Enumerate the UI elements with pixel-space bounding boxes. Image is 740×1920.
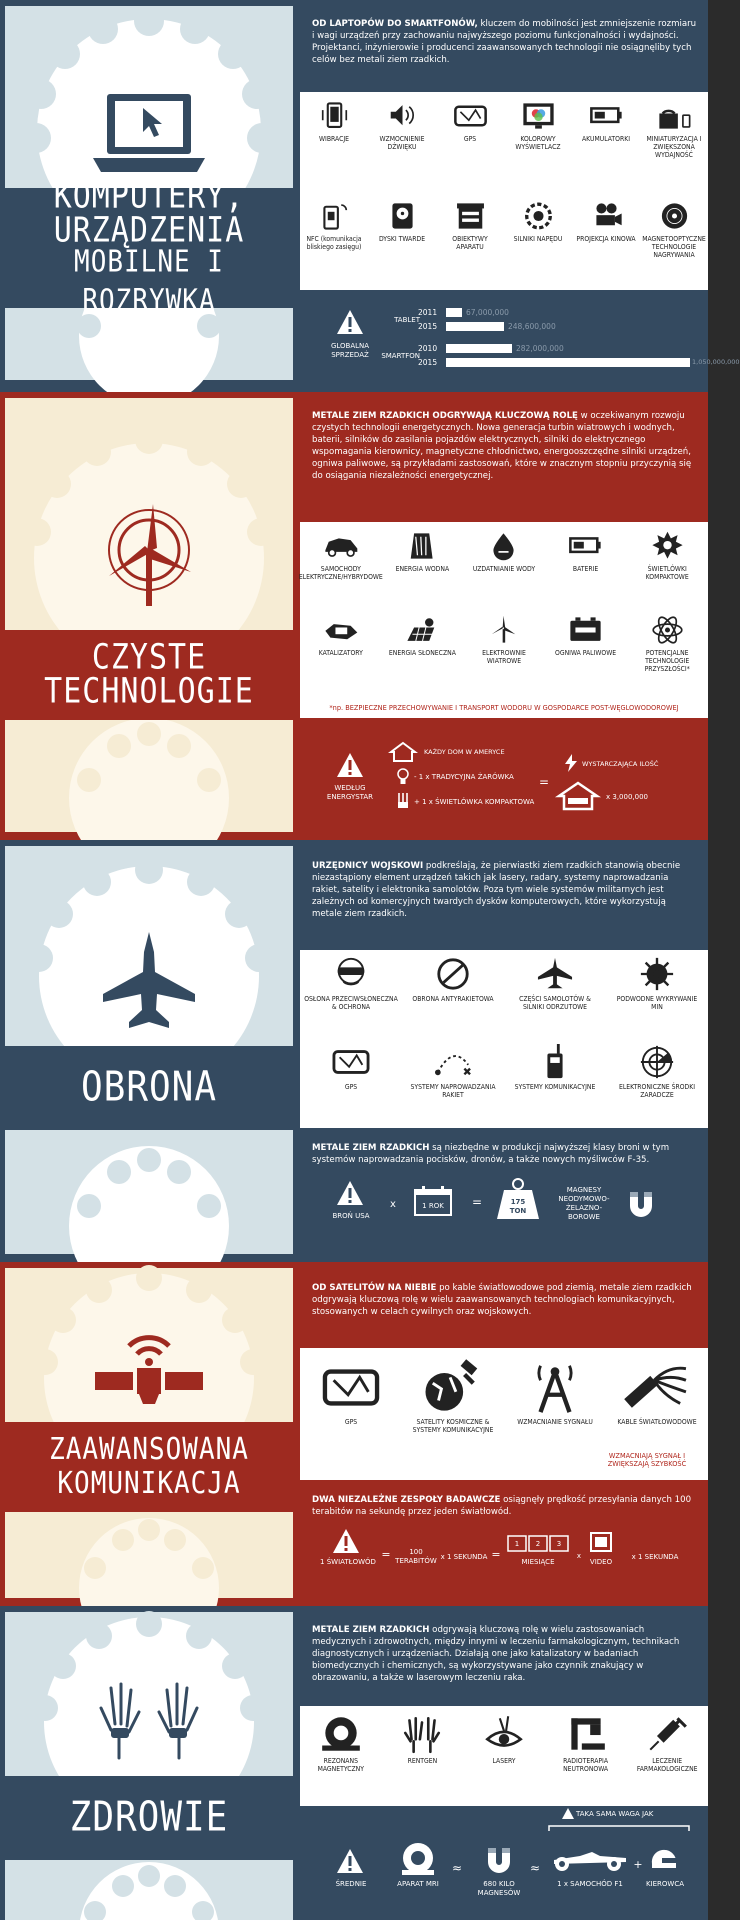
missile-defense-icon bbox=[432, 956, 474, 992]
icon-label: ELEKTROWNIE WIATROWE bbox=[482, 649, 526, 665]
health-intro: METALE ZIEM RZADKICH odgrywają kluczową rolę w wielu zastosowaniach medycznych i zdrowotnych, między innymi w leczeniu farmakologicznym, technikach diagnostycznych i urządzeniach. Działają one jako katalizatory w badaniach biomedycznych i chemicznych, są wykorzystywane jako czynnik znakujący w obrazowaniu, a także w laserowym leczeniu raka. bbox=[312, 1625, 680, 1683]
computers-icon-grid bbox=[300, 92, 708, 290]
icon-tile bbox=[463, 530, 545, 573]
times-one-second: x 1 SEKUNDA bbox=[631, 1553, 679, 1561]
equals-sign: = bbox=[491, 1548, 501, 1561]
icon-label: GPS bbox=[463, 135, 477, 143]
same-weight-label: TAKA SAMA WAGA JAK bbox=[576, 1810, 654, 1818]
page-title: KOMPUTERY, bbox=[53, 176, 245, 217]
defense-title-bar bbox=[5, 1046, 293, 1130]
icon-tile bbox=[626, 1714, 708, 1773]
icon-label: WIBRACJE bbox=[318, 135, 349, 143]
icon-tile bbox=[382, 614, 464, 657]
icon-tile bbox=[436, 100, 504, 143]
section-clean-tech bbox=[0, 392, 708, 840]
approx-sign: ≈ bbox=[529, 1861, 541, 1875]
health-content bbox=[300, 1612, 708, 1920]
times-sign: x bbox=[390, 1199, 396, 1210]
computers-title-bar bbox=[5, 176, 293, 319]
signal-tower-icon bbox=[523, 1360, 587, 1415]
section-health bbox=[0, 1606, 708, 1920]
energystar-label: WEDŁUG ENERGYSTAR bbox=[326, 784, 374, 801]
nfc-icon bbox=[316, 200, 353, 232]
every-house-label: KAŻDY DOM W AMERYCE bbox=[424, 748, 505, 756]
communication-icon-grid bbox=[300, 1348, 708, 1480]
video-icon bbox=[590, 1532, 612, 1552]
icon-label: MAGNETOOPTYCZNE TECHNOLOGIE NAGRYWANIA bbox=[642, 235, 706, 259]
mri-label: APARAT MRI bbox=[397, 1880, 439, 1888]
page-title: ZAAWANSOWANA bbox=[49, 1432, 249, 1468]
icon-label: ENERGIA SŁONECZNA bbox=[388, 649, 456, 657]
icon-tile bbox=[463, 614, 545, 665]
health-icon-grid bbox=[300, 1706, 708, 1806]
mri-icon bbox=[318, 1714, 364, 1754]
icon-label: RADIOTERAPIA NEUTRONOWA bbox=[563, 1757, 609, 1773]
icon-tile bbox=[300, 956, 402, 1011]
house-icon bbox=[390, 742, 416, 762]
calendar-icon bbox=[414, 1186, 452, 1216]
laser-eye-icon bbox=[481, 1714, 527, 1754]
speaker-icon bbox=[384, 100, 421, 132]
sales-year-label: 2015 bbox=[418, 358, 438, 367]
icon-label: WZMACNIANIE SYGNAŁU bbox=[517, 1418, 593, 1426]
icon-label: ŚWIETLÓWKI KOMPAKTOWE bbox=[645, 565, 689, 581]
icon-label: SYSTEMY KOMUNIKACYJNE bbox=[514, 1083, 596, 1091]
cfl-icon bbox=[649, 530, 686, 562]
month-number: 1 bbox=[514, 1540, 520, 1548]
icon-label: KATALIZATORY bbox=[318, 649, 363, 657]
helmet-icon bbox=[650, 1848, 678, 1872]
icon-tile bbox=[300, 614, 382, 657]
warning-icon bbox=[336, 1180, 364, 1206]
sales-year-label: 2015 bbox=[418, 322, 438, 331]
equals-sign: = bbox=[538, 775, 550, 789]
icon-tile bbox=[300, 200, 368, 251]
battery-icon bbox=[567, 530, 604, 562]
bulb-icon bbox=[396, 768, 410, 786]
times-sign: x bbox=[576, 1552, 582, 1560]
miniaturization-icon bbox=[656, 100, 693, 132]
hydro-energy-icon bbox=[404, 530, 441, 562]
magnets-label: MAGNESY NEODYMOWO-ŻELAZNO-BOROWE bbox=[558, 1186, 610, 1221]
projector-icon bbox=[588, 200, 625, 232]
icon-tile bbox=[300, 1360, 402, 1426]
gps-icon bbox=[319, 1360, 383, 1415]
icon-label: ELEKTRONICZNE ŚRODKI ZARADCZE bbox=[618, 1083, 696, 1099]
clean-tech-title-bar bbox=[5, 630, 293, 720]
communication-intro-2: DWA NIEZALEŻNE ZESPOŁY BADAWCZE osiągnęły prędkość przesyłania danych 100 terabitów na sekundę przez jeden światłowód. bbox=[312, 1495, 692, 1517]
sales-bar bbox=[446, 322, 504, 331]
computers-intro: OD LAPTOPÓW DO SMARTFONÓW, kluczem do mobilności jest zmniejszenie rozmiaru i wagi urządzeń przy zachowaniu najwyższego poziomu funkcjonalności i wydajności. Projektanci, inżynierowie i producenci zaawansowanych technologii nie osiągnęliby tych celów bez metali ziem rzadkich. bbox=[312, 19, 697, 65]
icon-tile bbox=[640, 100, 708, 159]
icon-label: WZMOCNIENIE DŹWIĘKU bbox=[379, 135, 425, 151]
month-number: 2 bbox=[535, 1540, 541, 1548]
icon-tile bbox=[572, 100, 640, 143]
tons-label: 175 TON bbox=[509, 1198, 527, 1215]
icon-label: SATELITY KOSMICZNE & SYSTEMY KOMUNIKACYJNE bbox=[412, 1418, 494, 1434]
communication-content bbox=[300, 1268, 708, 1606]
lightning-icon bbox=[564, 754, 578, 772]
satellite-signal-icon bbox=[95, 1324, 203, 1408]
fiber-cable-icon bbox=[625, 1360, 689, 1415]
mri-icon bbox=[400, 1842, 436, 1876]
cfl-text: + 1 x ŚWIETLÓWKA KOMPAKTOWA bbox=[414, 798, 535, 806]
health-panel bbox=[5, 1612, 293, 1920]
fighter-jet-icon bbox=[101, 932, 197, 1030]
us-weapons-label: BROŃ USA bbox=[332, 1212, 370, 1220]
wind-turbine-icon bbox=[101, 502, 197, 606]
cfl-icon bbox=[396, 792, 410, 810]
page-title: URZĄDZENIA bbox=[53, 210, 245, 251]
f1-car-icon bbox=[550, 1848, 628, 1872]
clean-tech-content bbox=[300, 398, 708, 840]
icon-label: CZĘŚCI SAMOLOTÓW & SILNIKI ODRZUTOWE bbox=[519, 995, 591, 1011]
icon-label: SILNIKI NAPĘDU bbox=[513, 235, 563, 243]
magnet-icon bbox=[628, 1192, 654, 1220]
section-computers bbox=[0, 0, 740, 392]
icon-label: AKUMULATORKI bbox=[581, 135, 631, 143]
camera-lens-icon bbox=[452, 200, 489, 232]
xray-hand-icon bbox=[399, 1714, 445, 1754]
icon-label: OSŁONA PRZECIWSŁONECZNA & OCHRONA bbox=[304, 995, 398, 1011]
month-number: 3 bbox=[556, 1540, 562, 1548]
electric-car-icon bbox=[322, 530, 359, 562]
warning-icon bbox=[336, 309, 364, 335]
icon-tile bbox=[606, 956, 708, 1011]
icon-tile bbox=[545, 614, 627, 657]
icon-label: SAMOCHODY ELEKTRYCZNE/HYBRYDOWE bbox=[298, 565, 383, 581]
sales-value-label: 248,600,000 bbox=[508, 322, 556, 331]
communication-panel bbox=[5, 1268, 293, 1598]
sales-bar bbox=[446, 358, 690, 367]
icon-tile bbox=[504, 1360, 606, 1426]
page-title: ZDROWIE bbox=[69, 1793, 229, 1841]
hard-disk-icon bbox=[384, 200, 421, 232]
wind-turbine-icon bbox=[485, 614, 522, 646]
defense-intro-2: METALE ZIEM RZADKICH są niezbędne w produkcji najwyższej klasy broni w tym systemów naprowadzania pocisków, dronów, a także nowych myśliwców F-35. bbox=[312, 1143, 670, 1165]
magneto-optic-icon bbox=[656, 200, 693, 232]
fuel-cell-icon bbox=[567, 614, 604, 646]
color-display-icon bbox=[520, 100, 557, 132]
icon-label: RENTGEN bbox=[407, 1757, 438, 1765]
battery-icon bbox=[588, 100, 625, 132]
icon-label: KOLOROWY WYŚWIETLACZ bbox=[515, 135, 561, 151]
icon-tile bbox=[606, 1044, 708, 1099]
icon-tile bbox=[402, 1360, 504, 1434]
plus-sign: + bbox=[633, 1858, 643, 1871]
communication-intro: OD SATELITÓW NA NIEBIE po kable światłowodowe pod ziemią, metale ziem rzadkich odgrywają kluczową rolę w wielu zaawansowanych technologiach komunikacyjnych, stosowanych w celach cywilnych oraz wojskowych. bbox=[312, 1283, 692, 1317]
icon-tile bbox=[402, 956, 504, 1003]
page-title: MOBILNE I ROZRYWKA bbox=[74, 245, 224, 319]
icon-tile bbox=[402, 1044, 504, 1099]
icon-label: LASERY bbox=[492, 1757, 516, 1765]
vibration-icon bbox=[316, 100, 353, 132]
icon-label: GPS bbox=[344, 1418, 358, 1426]
icon-label: PODWODNE WYKRYWANIE MIN bbox=[616, 995, 698, 1011]
defense-panel bbox=[5, 846, 293, 1254]
laptop-icon bbox=[93, 86, 205, 178]
section-communication bbox=[0, 1262, 708, 1606]
motor-icon bbox=[520, 200, 557, 232]
bracket-icon bbox=[548, 1820, 690, 1832]
page-title: KOMUNIKACJA bbox=[57, 1466, 241, 1502]
icon-label: REZONANS MAGNETYCZNY bbox=[317, 1757, 364, 1773]
icon-tile bbox=[504, 200, 572, 243]
communication-title-bar bbox=[5, 1422, 293, 1512]
icon-label: OGNIWA PALIWOWE bbox=[555, 649, 617, 657]
icon-tile bbox=[504, 100, 572, 151]
equals-sign: = bbox=[471, 1195, 483, 1209]
traditional-bulb-text: - 1 x TRADYCYJNA ŻARÓWKA bbox=[414, 773, 514, 781]
global-sales-label: GLOBALNA SPRZEDAŻ bbox=[330, 342, 370, 359]
satellite-icon bbox=[421, 1360, 485, 1415]
icon-label: OBRONA ANTYRAKIETOWA bbox=[412, 995, 494, 1003]
icon-label: GPS bbox=[344, 1083, 358, 1091]
warning-icon bbox=[562, 1808, 574, 1819]
jet-parts-icon bbox=[534, 956, 576, 992]
icon-tile bbox=[606, 1360, 708, 1426]
icon-tile bbox=[626, 614, 708, 673]
icon-tile bbox=[504, 1044, 606, 1091]
sales-year-label: 2010 bbox=[418, 344, 438, 353]
fiber-note: WZMACNIAJĄ SYGNAŁ I ZWIĘKSZAJĄ SZYBKOŚĆ bbox=[607, 1452, 687, 1468]
icon-tile bbox=[626, 530, 708, 581]
warning-icon bbox=[332, 1528, 360, 1554]
radio-icon bbox=[534, 1044, 576, 1080]
icon-label: BATERIE bbox=[572, 565, 599, 573]
neutron-icon bbox=[563, 1714, 609, 1754]
clean-tech-panel bbox=[5, 398, 293, 832]
countermeasure-icon bbox=[636, 1044, 678, 1080]
icon-tile bbox=[572, 200, 640, 243]
icon-label: PROJEKCJA KINOWA bbox=[576, 235, 636, 243]
icon-label: OBIEKTYWY APARATU bbox=[452, 235, 488, 251]
terabits-label: 100 TERABITÓW bbox=[395, 1548, 437, 1565]
sales-bar bbox=[446, 308, 462, 317]
magnets-weight-label: 680 KILO MAGNESÓW bbox=[477, 1880, 521, 1897]
icon-tile bbox=[504, 956, 606, 1011]
icon-tile bbox=[463, 1714, 545, 1765]
icon-tile bbox=[300, 1044, 402, 1091]
icon-label: ENERGIA WODNA bbox=[395, 565, 450, 573]
equals-sign: = bbox=[381, 1548, 391, 1561]
guidance-icon bbox=[432, 1044, 474, 1080]
atom-icon bbox=[649, 614, 686, 646]
defense-intro: URZĘDNICY WOJSKOWI podkreślają, że pierwiastki ziem rzadkich stanowią obecnie niezastąpiony element urządzeń takich jak lasery, radary, systemy naprowadzania rakiet, satelity i elektronika samolotów. Poza tym wiele systemów militarnych jest zależnych od komercyjnych twardych dysków komputerowych, które wykorzystują metale ziem rzadkich. bbox=[312, 861, 681, 919]
icon-label: POTENCJALNE TECHNOLOGIE PRZYSZŁOŚCI* bbox=[644, 649, 690, 673]
house-icon bbox=[558, 782, 598, 810]
approx-sign: ≈ bbox=[451, 1861, 463, 1875]
sales-value-label: 282,000,000 bbox=[516, 344, 564, 353]
warning-icon bbox=[336, 752, 364, 778]
mine-icon bbox=[636, 956, 678, 992]
smartfon-label: SMARTFON bbox=[381, 352, 420, 360]
icon-tile bbox=[640, 200, 708, 259]
icon-tile bbox=[300, 1714, 382, 1773]
driver-label: KIEROWCA bbox=[645, 1880, 685, 1888]
defense-icon-grid bbox=[300, 950, 708, 1128]
water-drop-icon bbox=[485, 530, 522, 562]
f1-car-label: 1 x SAMOCHÓD F1 bbox=[557, 1880, 623, 1888]
computers-panel bbox=[5, 6, 293, 380]
sales-year-label: 2011 bbox=[418, 308, 438, 317]
sunburst-background bbox=[5, 398, 293, 832]
icon-tile bbox=[300, 100, 368, 143]
defense-content bbox=[300, 846, 708, 1262]
video-label: VIDEO bbox=[589, 1558, 613, 1566]
gps-icon bbox=[452, 100, 489, 132]
clean-tech-icon-grid bbox=[300, 522, 708, 718]
icon-tile bbox=[300, 530, 382, 581]
page-title: OBRONA bbox=[80, 1063, 218, 1111]
page-title: CZYSTE bbox=[91, 637, 207, 678]
icon-label: SYSTEMY NAPROWADZANIA RAKIET bbox=[410, 1083, 496, 1099]
sales-value-label: 67,000,000 bbox=[466, 308, 509, 317]
icon-label: DYSKI TWARDE bbox=[378, 235, 426, 243]
magnet-icon bbox=[486, 1848, 512, 1876]
icon-label: MINIATURYZACJA I ZWIĘKSZONA WYDAJNOŚĆ bbox=[646, 135, 702, 159]
icon-tile bbox=[382, 530, 464, 573]
icon-tile bbox=[382, 1714, 464, 1765]
average-label: ŚREDNIE bbox=[335, 1880, 367, 1888]
one-year-label: 1 ROK bbox=[422, 1202, 444, 1210]
gps-icon bbox=[330, 1044, 372, 1080]
computers-content bbox=[300, 6, 740, 392]
icon-label: NFC (komunikacja bliskiego zasięgu) bbox=[306, 235, 362, 251]
sales-value-label: 1,050,000,000 bbox=[692, 358, 740, 366]
sales-bar bbox=[446, 344, 512, 353]
icon-tile bbox=[436, 200, 504, 251]
icon-label: UZDATNIANIE WODY bbox=[472, 565, 536, 573]
icon-tile bbox=[368, 200, 436, 243]
xray-hands-icon bbox=[89, 1668, 209, 1760]
section-defense bbox=[0, 840, 708, 1262]
solar-icon bbox=[404, 614, 441, 646]
syringe-icon bbox=[644, 1714, 690, 1754]
page-title: TECHNOLOGIE bbox=[44, 671, 254, 712]
icon-label: LECZENIE FARMAKOLOGICZNE bbox=[636, 1757, 698, 1773]
icon-label: KABLE ŚWIATŁOWODOWE bbox=[617, 1418, 697, 1426]
health-title-bar bbox=[5, 1776, 293, 1860]
sunburst-background bbox=[5, 1612, 293, 1920]
icon-tile bbox=[545, 530, 627, 573]
enough-label: WYSTARCZAJĄCA ILOŚĆ bbox=[582, 760, 659, 768]
months-label: MIESIĄCE bbox=[521, 1558, 555, 1566]
footnote: *np. BEZPIECZNE PRZECHOWYWANIE I TRANSPORT WODORU W GOSPODARCE POST-WĘGLOWODOROWEJ bbox=[329, 704, 679, 712]
catalyst-icon bbox=[322, 614, 359, 646]
houses-count: x 3,000,000 bbox=[606, 793, 648, 801]
times-one-second: x 1 SEKUNDA bbox=[440, 1553, 488, 1561]
one-fiber-label: 1 ŚWIATŁOWÓD bbox=[320, 1558, 376, 1566]
clean-tech-intro: METALE ZIEM RZADKICH ODGRYWAJĄ KLUCZOWĄ ROLĘ w oczekiwanym rozwoju czystych technologii energetycznych. Nowa generacja turbin wiatrowych i wodnych, baterii, silników do zasilania pojazdów elektrycznych, silniki do elektrycznego wspomagania kierownicy, magnetyczne chłodnictwo, energooszczędne silniki urządzeń, ogniwa paliwowe, są przykładami zastosowań, które w znacznym stopniu przyczynią się do osiągania niezależności energetycznej. bbox=[312, 411, 692, 481]
icon-tile bbox=[368, 100, 436, 151]
protective-goggles-icon bbox=[330, 956, 372, 992]
icon-tile bbox=[545, 1714, 627, 1773]
tablet-label: TABLET bbox=[394, 316, 420, 324]
warning-icon bbox=[336, 1848, 364, 1874]
